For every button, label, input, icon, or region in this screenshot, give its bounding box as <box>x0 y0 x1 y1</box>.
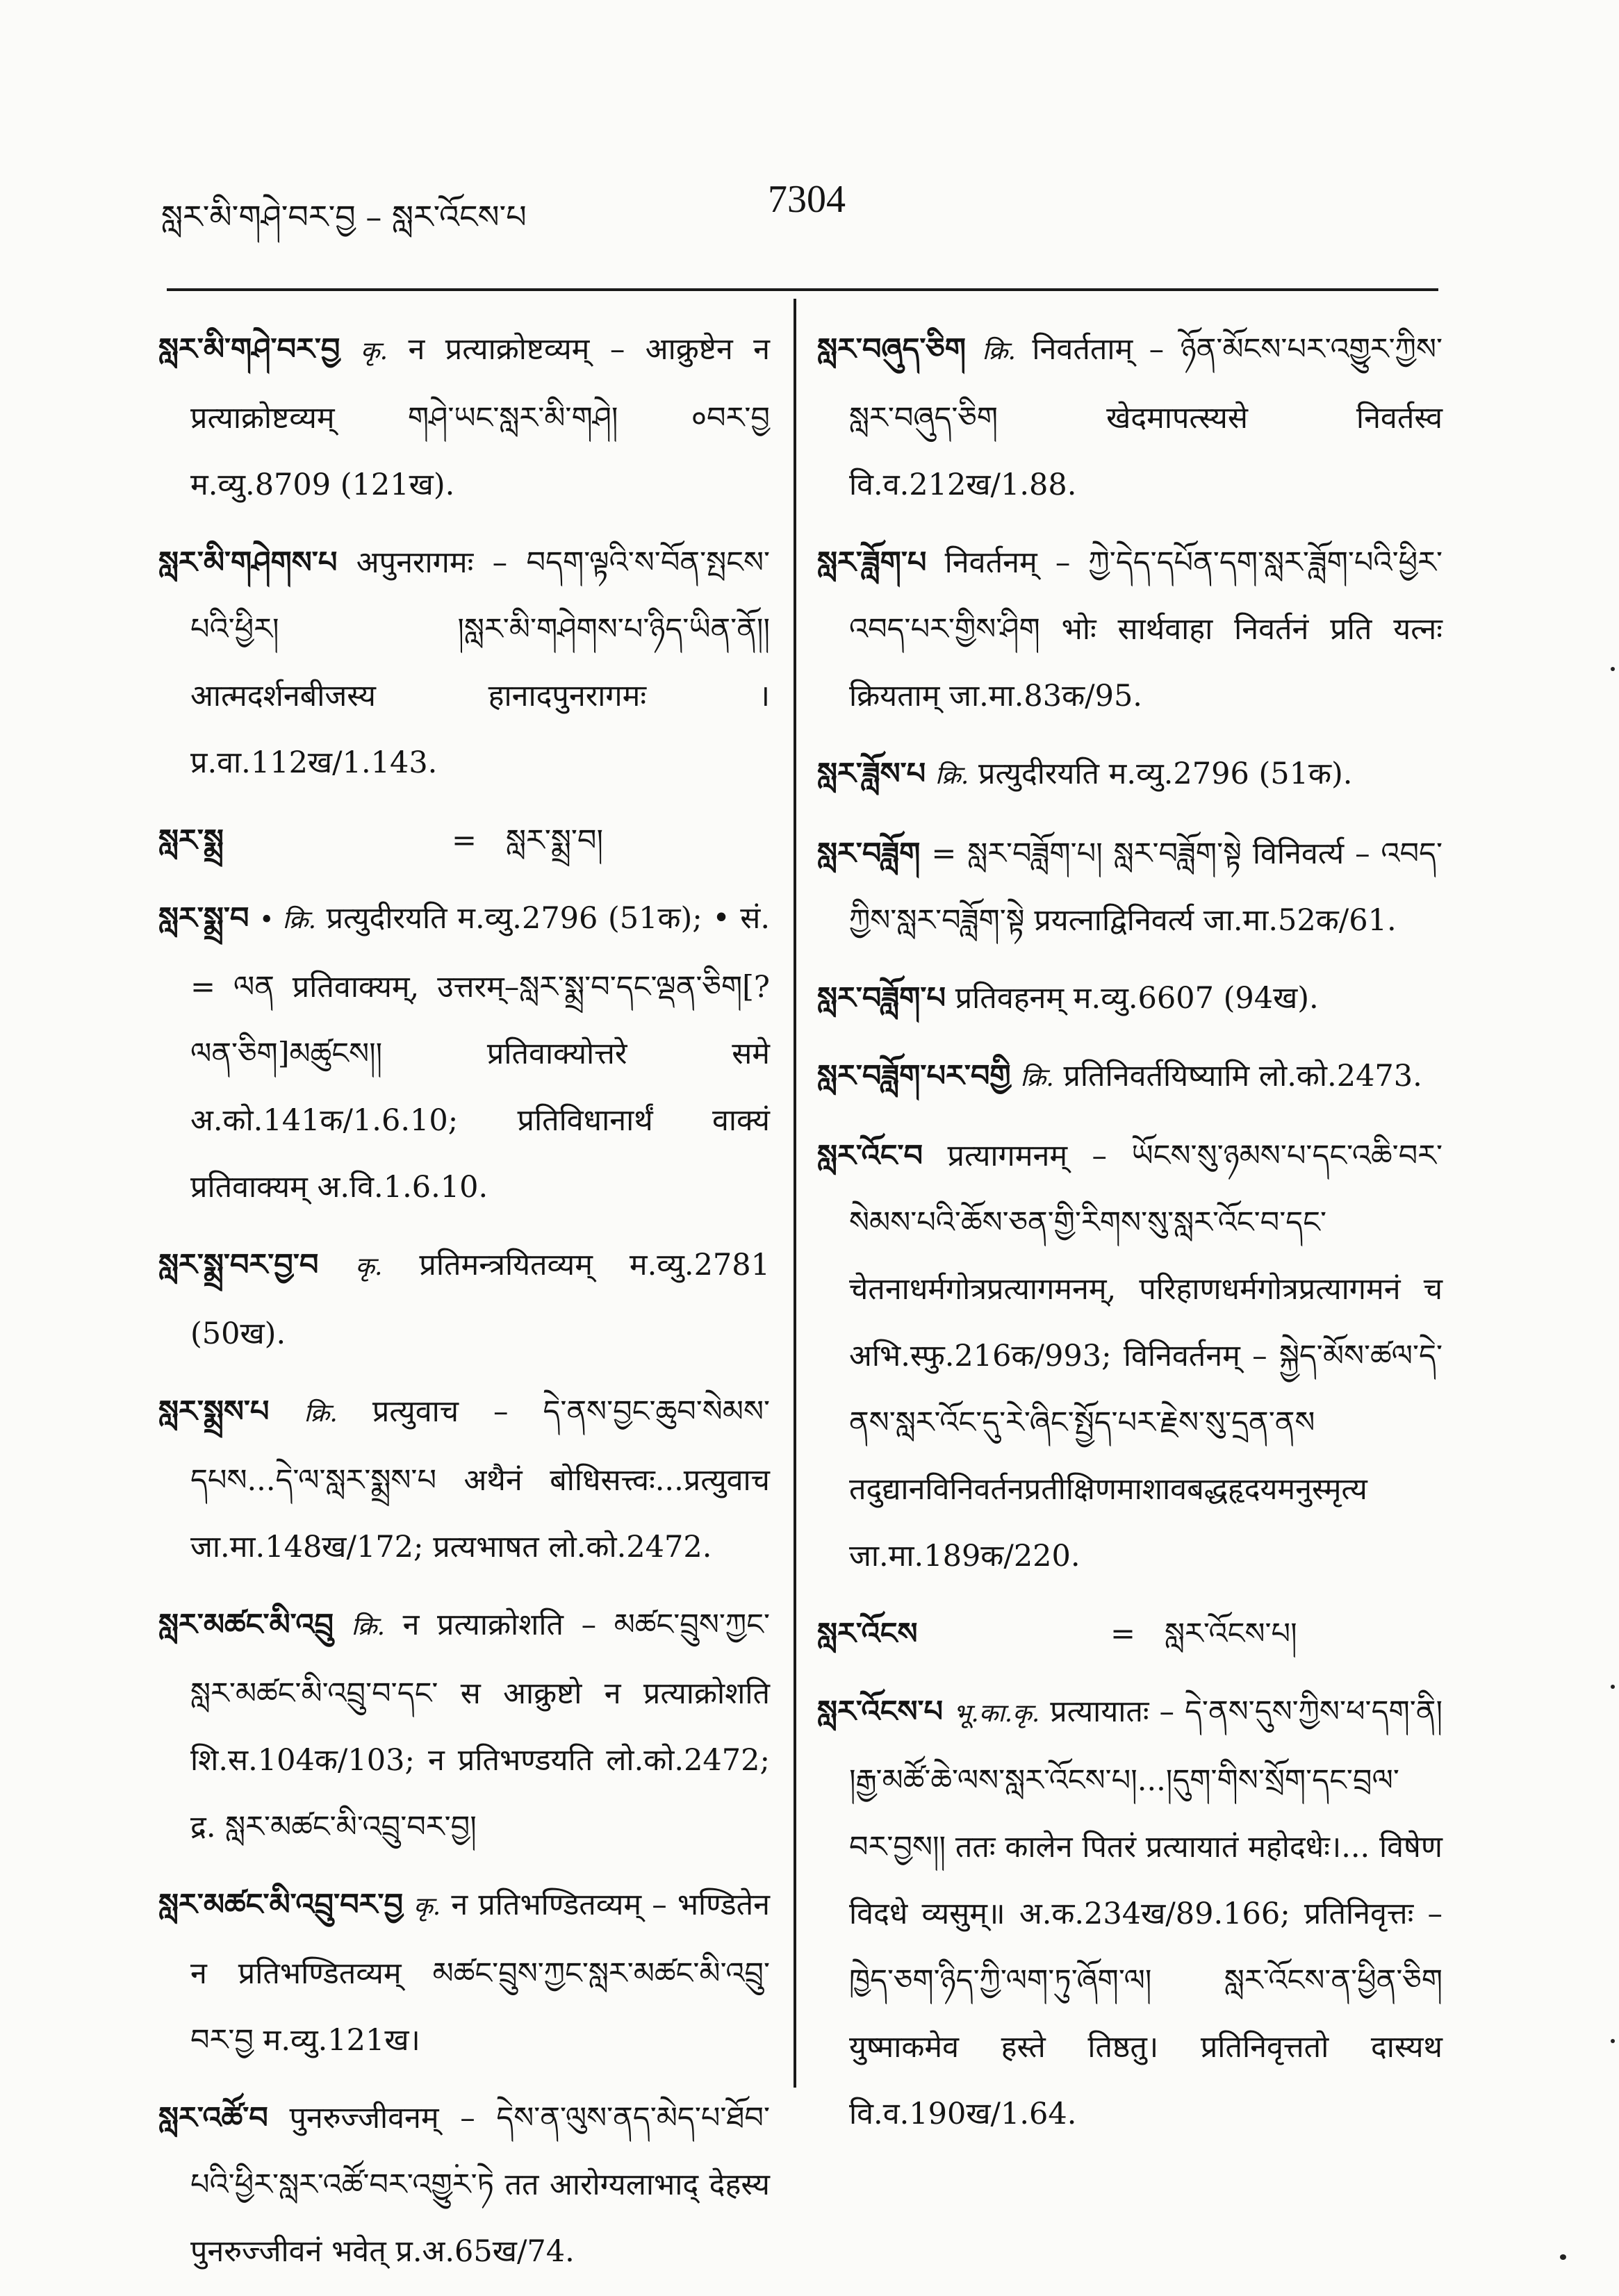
part-of-speech-label: • क्रि. <box>259 906 317 934</box>
entry-headword: སླར་སྨྲ་བ <box>158 901 249 936</box>
entry-headword: སླར་སྨྲ་བར་བྱ་བ <box>158 1248 319 1282</box>
cross-reference-target: སླར་འོངས་པ། <box>1165 1617 1297 1651</box>
entry-headword: སླར་བཞུད་ཅིག <box>817 332 967 367</box>
scan-speck <box>1611 667 1615 671</box>
entry-headword: སླར་བཟློག <box>817 836 921 871</box>
dictionary-entry <box>817 820 1443 954</box>
dictionary-entry <box>817 1043 1443 1112</box>
dictionary-entry <box>158 1592 770 1860</box>
dictionary-entry <box>158 1232 770 1367</box>
entry-definition: प्रत्यागमनम् – ཡོངས་སུ་ཉམས་པ་དང་འཆི་བར་སེམས་པའི་ཆོས་ཅན་གྱི་རིགས་སུ་སླར་འོང་བ་དང་ चेतनाधर्मगोत्रप्रत्यागमनम्, परिहाणधर्मगोत्रप्रत्यागमनं च अभि.स्फु.216क/993; विनिवर्तनम् – སྐྱེད་མོས་ཚལ་དེ་ནས་སླར་འོང་དུ་རེ་ཞིང་སྤྱོད་པར་རྗེས་སུ་དྲན་ནས तदुद्यानविनिवर्तनप्रतीक्षिणमाशावबद्धहृदयमनुस्मृत्य जा.मा.189क/220. <box>849 1139 1443 1574</box>
entry-definition: प्रत्युदीरयति म.व्यु.2796 (51क). <box>969 757 1353 791</box>
column-divider <box>794 299 796 2088</box>
dictionary-entry <box>158 2085 770 2285</box>
cross-reference-entry <box>817 1601 1443 1667</box>
running-header: སླར་མི་གཤེ་བར་བྱ – སླར་འོངས་པ <box>161 198 527 236</box>
header-rule <box>167 288 1438 291</box>
dictionary-entry <box>817 741 1443 809</box>
dictionary-entry <box>817 1123 1443 1589</box>
cross-reference-headword: སླར་འོངས <box>817 1617 918 1651</box>
part-of-speech-label: क्रि. <box>304 1399 338 1428</box>
entry-definition: न प्रत्याक्रोशति – མཚང་བྲུས་ཀྱང་སླར་མཚང་མི་འབྲུ་བ་དང་ स आक्रुष्टो न प्रत्याक्रोशति शि.स.104क/103; न प्रतिभण्डयति लो.को.2472; द्र. སླར་མཚང་མི་འབྲུ་བར་བྱ། <box>190 1608 770 1844</box>
dictionary-entry <box>158 1872 770 2074</box>
equals-sign: = <box>1110 1617 1136 1651</box>
dictionary-entry <box>158 885 770 1221</box>
entry-definition: पुनरुज्जीवनम् – དེས་ན་ལུས་ནད་མེད་པ་ཐོབ་པའི་ཕྱིར་སླར་འཚོ་བར་འགྱུར་ཏེ तत आरोग्यलाभाद् देहस्य पुनरुज्जीवनं भवेत् प्र.अ.65ख/74. <box>190 2101 771 2269</box>
entry-headword: སླར་འོངས་པ <box>817 1694 944 1729</box>
scan-speck <box>1560 2254 1566 2260</box>
cross-reference-headword: སླར་སྨྲ <box>158 823 224 858</box>
dictionary-entry <box>817 965 1443 1032</box>
entry-definition: न प्रत्याक्रोष्टव्यम् – आक्रुष्टेन न प्रत्याक्रोष्टव्यम् གཤེ་ཡང་སླར་མི་གཤེ། ०བར་བྱ म.व्यु.8709 (121ख). <box>190 332 770 502</box>
entry-definition: निवर्तताम् – ཉོན་མོངས་པར་འགྱུར་ཀྱིས་སླར་བཞུད་ཅིག खेदमापत्स्यसे निवर्तस्व वि.व.212ख/1.88. <box>849 332 1443 502</box>
entry-headword: སླར་མཚང་མི་འབྲུ་བར་བྱ <box>158 1888 404 1922</box>
scan-speck <box>455 2164 459 2167</box>
part-of-speech-label: क्रि. <box>1020 1064 1054 1092</box>
part-of-speech-label: कृ. <box>413 1892 441 1921</box>
entry-headword: སླར་འོང་བ <box>817 1139 923 1173</box>
entry-headword: སླར་བཟློག་པར་བགྱི <box>817 1059 1011 1093</box>
entry-headword: སླར་སྨྲས་པ <box>158 1394 270 1429</box>
entry-definition: प्रत्यायातः – དེ་ནས་དུས་ཀྱིས་ཕ་དག་ནི། །རྒྱ་མཚོ་ཆེ་ལས་སླར་འོངས་པ།...།དུག་གིས་སྲོག་དང་བྲལ་བར་བྱས།། ततः कालेन पितरं प्रत्यायातं महोदधेः।... विषेण विदधे व्यसुम्॥ अ.क.234ख/89.166; प्रतिनिवृत्तः – ཁྱེད་ཅག་ཉིད་ཀྱི་ལག་ཏུ་ཞོག་ལ། སླར་འོངས་ན་ཕྱིན་ཅིག युष्माकमेव हस्ते तिष्ठतु। प्रतिनिवृत्ततो दास्यथ वि.व.190ख/1.64. <box>849 1694 1443 2131</box>
entry-headword: སླར་ཟློག་པ <box>817 545 927 580</box>
cross-reference-target: སླར་སྨྲ་བ། <box>506 823 604 858</box>
entry-headword: སླར་མི་གཤེགས་པ <box>158 545 338 580</box>
part-of-speech-label: कृ. <box>360 337 388 365</box>
page-number: 7304 <box>768 178 846 221</box>
cross-reference-entry <box>158 807 770 874</box>
entry-headword: སླར་འཚོ་བ <box>158 2101 268 2136</box>
scan-speck <box>1611 2039 1615 2043</box>
equals-sign: = <box>451 823 477 858</box>
entry-definition: निवर्तनम् – ཀྱེ་དེད་དཔོན་དག་སླར་ཟློག་པའི་ཕྱིར་འབད་པར་གྱིས་ཤིག भोः सार्थवाहा निवर्तनं प्रति यत्नः क्रियताम् जा.मा.83क/95. <box>849 545 1443 713</box>
entry-definition: प्रत्युदीरयति म.व्यु.2796 (51क); • सं. = ལན प्रतिवाक्यम्, उत्तरम्–སླར་སྨྲ་བ་དང་ལྡན་ཅིག[? ལན་ཅིག]མཚུངས།། प्रतिवाक्योत्तरे समे अ.को.141क/1.6.10; प्रतिविधानार्थं वाक्यं प्रतिवाक्यम् अ.वि.1.6.10. <box>190 901 771 1205</box>
entry-definition: प्रतिनिवर्तयिष्यामि लो.को.2473. <box>1053 1059 1422 1093</box>
entry-definition: न प्रतिभण्डितव्यम् – भण्डितेन न प्रतिभण्डितव्यम् མཚང་བྲུས་ཀྱང་སླར་མཚང་མི་འབྲུ་བར་བྱ म.व्यु.121ख। <box>190 1888 770 2058</box>
dictionary-entry <box>817 529 1443 729</box>
entry-definition: प्रतिवहनम् म.व्यु.6607 (94ख). <box>955 981 1319 1016</box>
entry-definition: अपुनरागमः – བདག་ལྟའི་ས་བོན་སྤངས་པའི་ཕྱིར། །སླར་མི་གཤེགས་པ་ཉིད་ཡིན་ནོ།། आत्मदर्शनबीजस्य हानादपुनरागमः । प्र.वा.112ख/1.143. <box>190 545 770 780</box>
right-column <box>817 316 1443 2158</box>
part-of-speech-label: कृ. <box>355 1253 383 1281</box>
dictionary-entry <box>158 529 770 796</box>
dictionary-entry <box>817 1678 1443 2147</box>
entry-headword: སླར་མཚང་མི་འབྲུ <box>158 1608 334 1642</box>
part-of-speech-label: भू.का.कृ. <box>953 1699 1040 1728</box>
part-of-speech-label: क्रि. <box>935 761 969 790</box>
entry-headword: སླར་མི་གཤེ་བར་བྱ <box>158 332 340 367</box>
entry-definition: प्रत्युवाच – དེ་ནས་བྱང་ཆུབ་སེམས་དཔས...དེ་ལ་སླར་སྨྲས་པ अथैनं बोधिसत्त्वः...प्रत्युवाच जा.मा.148ख/172; प्रत्यभाषत लो.को.2472. <box>190 1394 770 1564</box>
entry-definition: = སླར་བཟློག་པ། སླར་བཟློག་སྟེ विनिवर्त्य – འབད་ཀྱིས་སླར་བཟློག་སྟེ प्रयत्नाद्विनिवर्त्य जा.मा.52क/61. <box>849 836 1443 938</box>
dictionary-entry <box>158 1378 770 1580</box>
scan-speck <box>1611 1685 1615 1689</box>
entry-definition: प्रतिमन्त्रयितव्यम् म.व्यु.2781 (50ख). <box>190 1248 770 1351</box>
left-column <box>158 316 770 2296</box>
entry-headword: སླར་བཟློག་པ <box>817 981 946 1016</box>
entry-headword: སླར་ཟློས་པ <box>817 757 926 791</box>
part-of-speech-label: क्रि. <box>982 337 1016 365</box>
dictionary-entry <box>817 316 1443 518</box>
part-of-speech-label: क्रि. <box>351 1612 386 1641</box>
dictionary-entry <box>158 316 770 518</box>
